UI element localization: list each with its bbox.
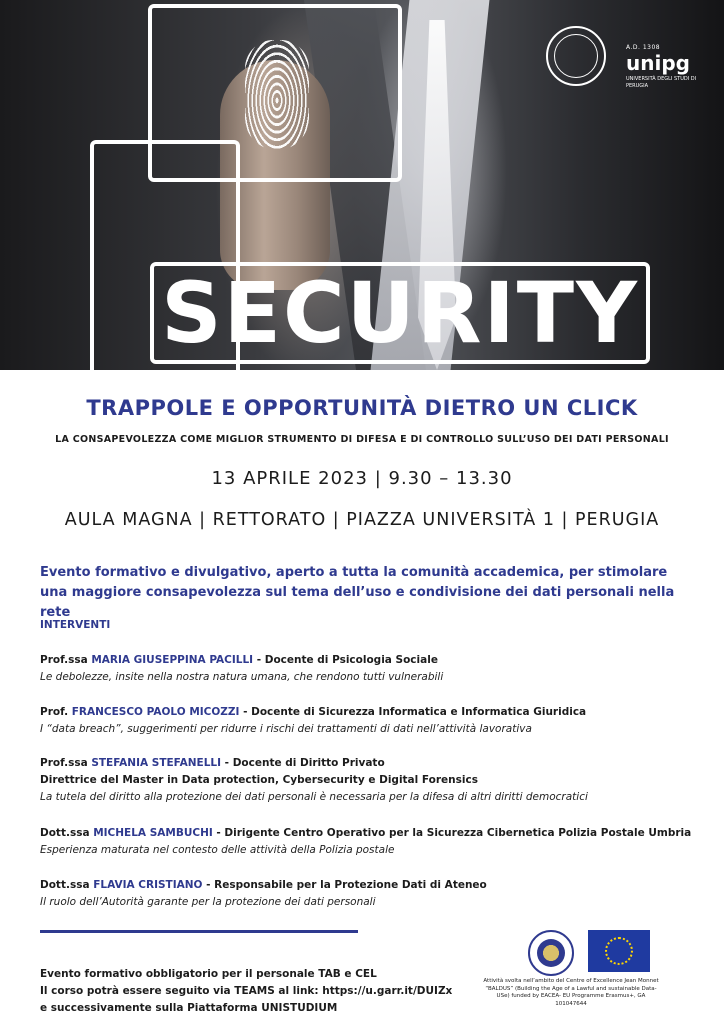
speaker-name: STEFANIA STEFANELLI	[91, 757, 222, 769]
eu-flag-icon	[588, 930, 650, 972]
footer-notes	[40, 966, 452, 1017]
speaker-name: MARIA GIUSEPPINA PACILLI	[91, 654, 254, 666]
speaker-pacilli	[40, 652, 700, 686]
speaker-stefanelli	[40, 755, 700, 806]
speaker-role: - Responsabile per la Protezione Dati di Ateneo	[202, 879, 487, 891]
speaker-topic: Esperienza maturata nel contesto delle attività della Polizia postale	[40, 844, 395, 856]
speaker-micozzi	[40, 704, 700, 738]
speaker-title: Prof.	[40, 706, 69, 718]
event-subtitle: LA CONSAPEVOLEZZA COME MIGLIOR STRUMENTO DI DIFESA E DI CONTROLLO SULL’USO DEI DATI PERSONALI	[55, 434, 669, 445]
speaker-title: Prof.ssa	[40, 757, 88, 769]
intro-line-1: Evento formativo e divulgativo, aperto a tutta la comunità accademica, per stimolare	[40, 565, 668, 580]
university-seal-icon	[546, 26, 606, 86]
intro-line-2: una maggiore consapevolezza sul tema dell’uso e condivisione dei dati personali nella rete	[40, 585, 675, 620]
speaker-name: FLAVIA CRISTIANO	[93, 879, 203, 891]
speaker-title: Dott.ssa	[40, 879, 90, 891]
speaker-title: Prof.ssa	[40, 654, 88, 666]
speaker-cristiano	[40, 877, 700, 911]
logo-name: unipg	[626, 51, 690, 75]
event-date: 13 APRILE 2023 | 9.30 – 13.30	[211, 468, 513, 489]
speaker-name: MICHELA SAMBUCHI	[93, 827, 213, 839]
footer-line-1: Evento formativo obbligatorio per il personale TAB e CEL	[40, 968, 377, 980]
logo-year: A.D. 1308	[626, 44, 661, 51]
speaker-topic: Le debolezze, insite nella nostra natura umana, che rendono tutti vulnerabili	[40, 671, 444, 683]
divider	[40, 930, 358, 933]
event-place: AULA MAGNA | RETTORATO | PIAZZA UNIVERSITÀ 1 | PERUGIA	[64, 510, 660, 530]
speaker-heading	[40, 825, 700, 842]
unipg-logo	[626, 44, 706, 90]
speaker-role: - Docente di Sicurezza Informatica e Informatica Giuridica	[239, 706, 587, 718]
footer-line-3: e successivamente sulla Piattaforma UNISTUDIUM	[40, 1002, 338, 1014]
speaker-topic: Il ruolo dell’Autorità garante per la protezione dei dati personali	[40, 896, 376, 908]
eu-funding-note: Attività svolta nell’ambito del Centre of Excellence Jean Monnet “BALDUS” (Building the Age of a Lawful and sustainable Data-USe) funded by EACEA- EU Programme Erasmus+, GA 101047644	[483, 978, 659, 1007]
speaker-heading	[40, 755, 700, 772]
baldus-logo-icon	[528, 930, 574, 976]
event-title: TRAPPOLE E OPPORTUNITÀ DIETRO UN CLICK	[86, 396, 638, 420]
hero-banner	[0, 0, 724, 370]
speaker-topic: I “data breach”, suggerimenti per ridurre i rischi dei trattamenti di dati nell’attività lavorativa	[40, 723, 532, 735]
speaker-extra-role: Direttrice del Master in Data protection, Cybersecurity e Digital Forensics	[40, 774, 478, 786]
speaker-sambuchi	[40, 825, 700, 859]
security-word: SECURITY	[161, 264, 639, 362]
speaker-role: - Docente di Diritto Privato	[221, 757, 385, 769]
section-label: INTERVENTI	[40, 619, 111, 631]
footer-line-2: Il corso potrà essere seguito via TEAMS al link: https://u.garr.it/DUIZx	[40, 985, 453, 997]
speaker-role: - Docente di Psicologia Sociale	[253, 654, 438, 666]
speaker-heading	[40, 704, 700, 721]
speaker-title: Dott.ssa	[40, 827, 90, 839]
speaker-heading	[40, 652, 700, 669]
event-intro	[40, 563, 690, 623]
logo-subtitle: UNIVERSITÀ DEGLI STUDI DI PERUGIA	[626, 76, 697, 89]
speaker-heading	[40, 877, 700, 894]
speaker-name: FRANCESCO PAOLO MICOZZI	[71, 706, 240, 718]
speaker-topic: La tutela del diritto alla protezione dei dati personali è necessaria per la difesa di altri diritti democratici	[40, 791, 588, 803]
speaker-role: - Dirigente Centro Operativo per la Sicurezza Cibernetica Polizia Postale Umbria	[212, 827, 692, 839]
